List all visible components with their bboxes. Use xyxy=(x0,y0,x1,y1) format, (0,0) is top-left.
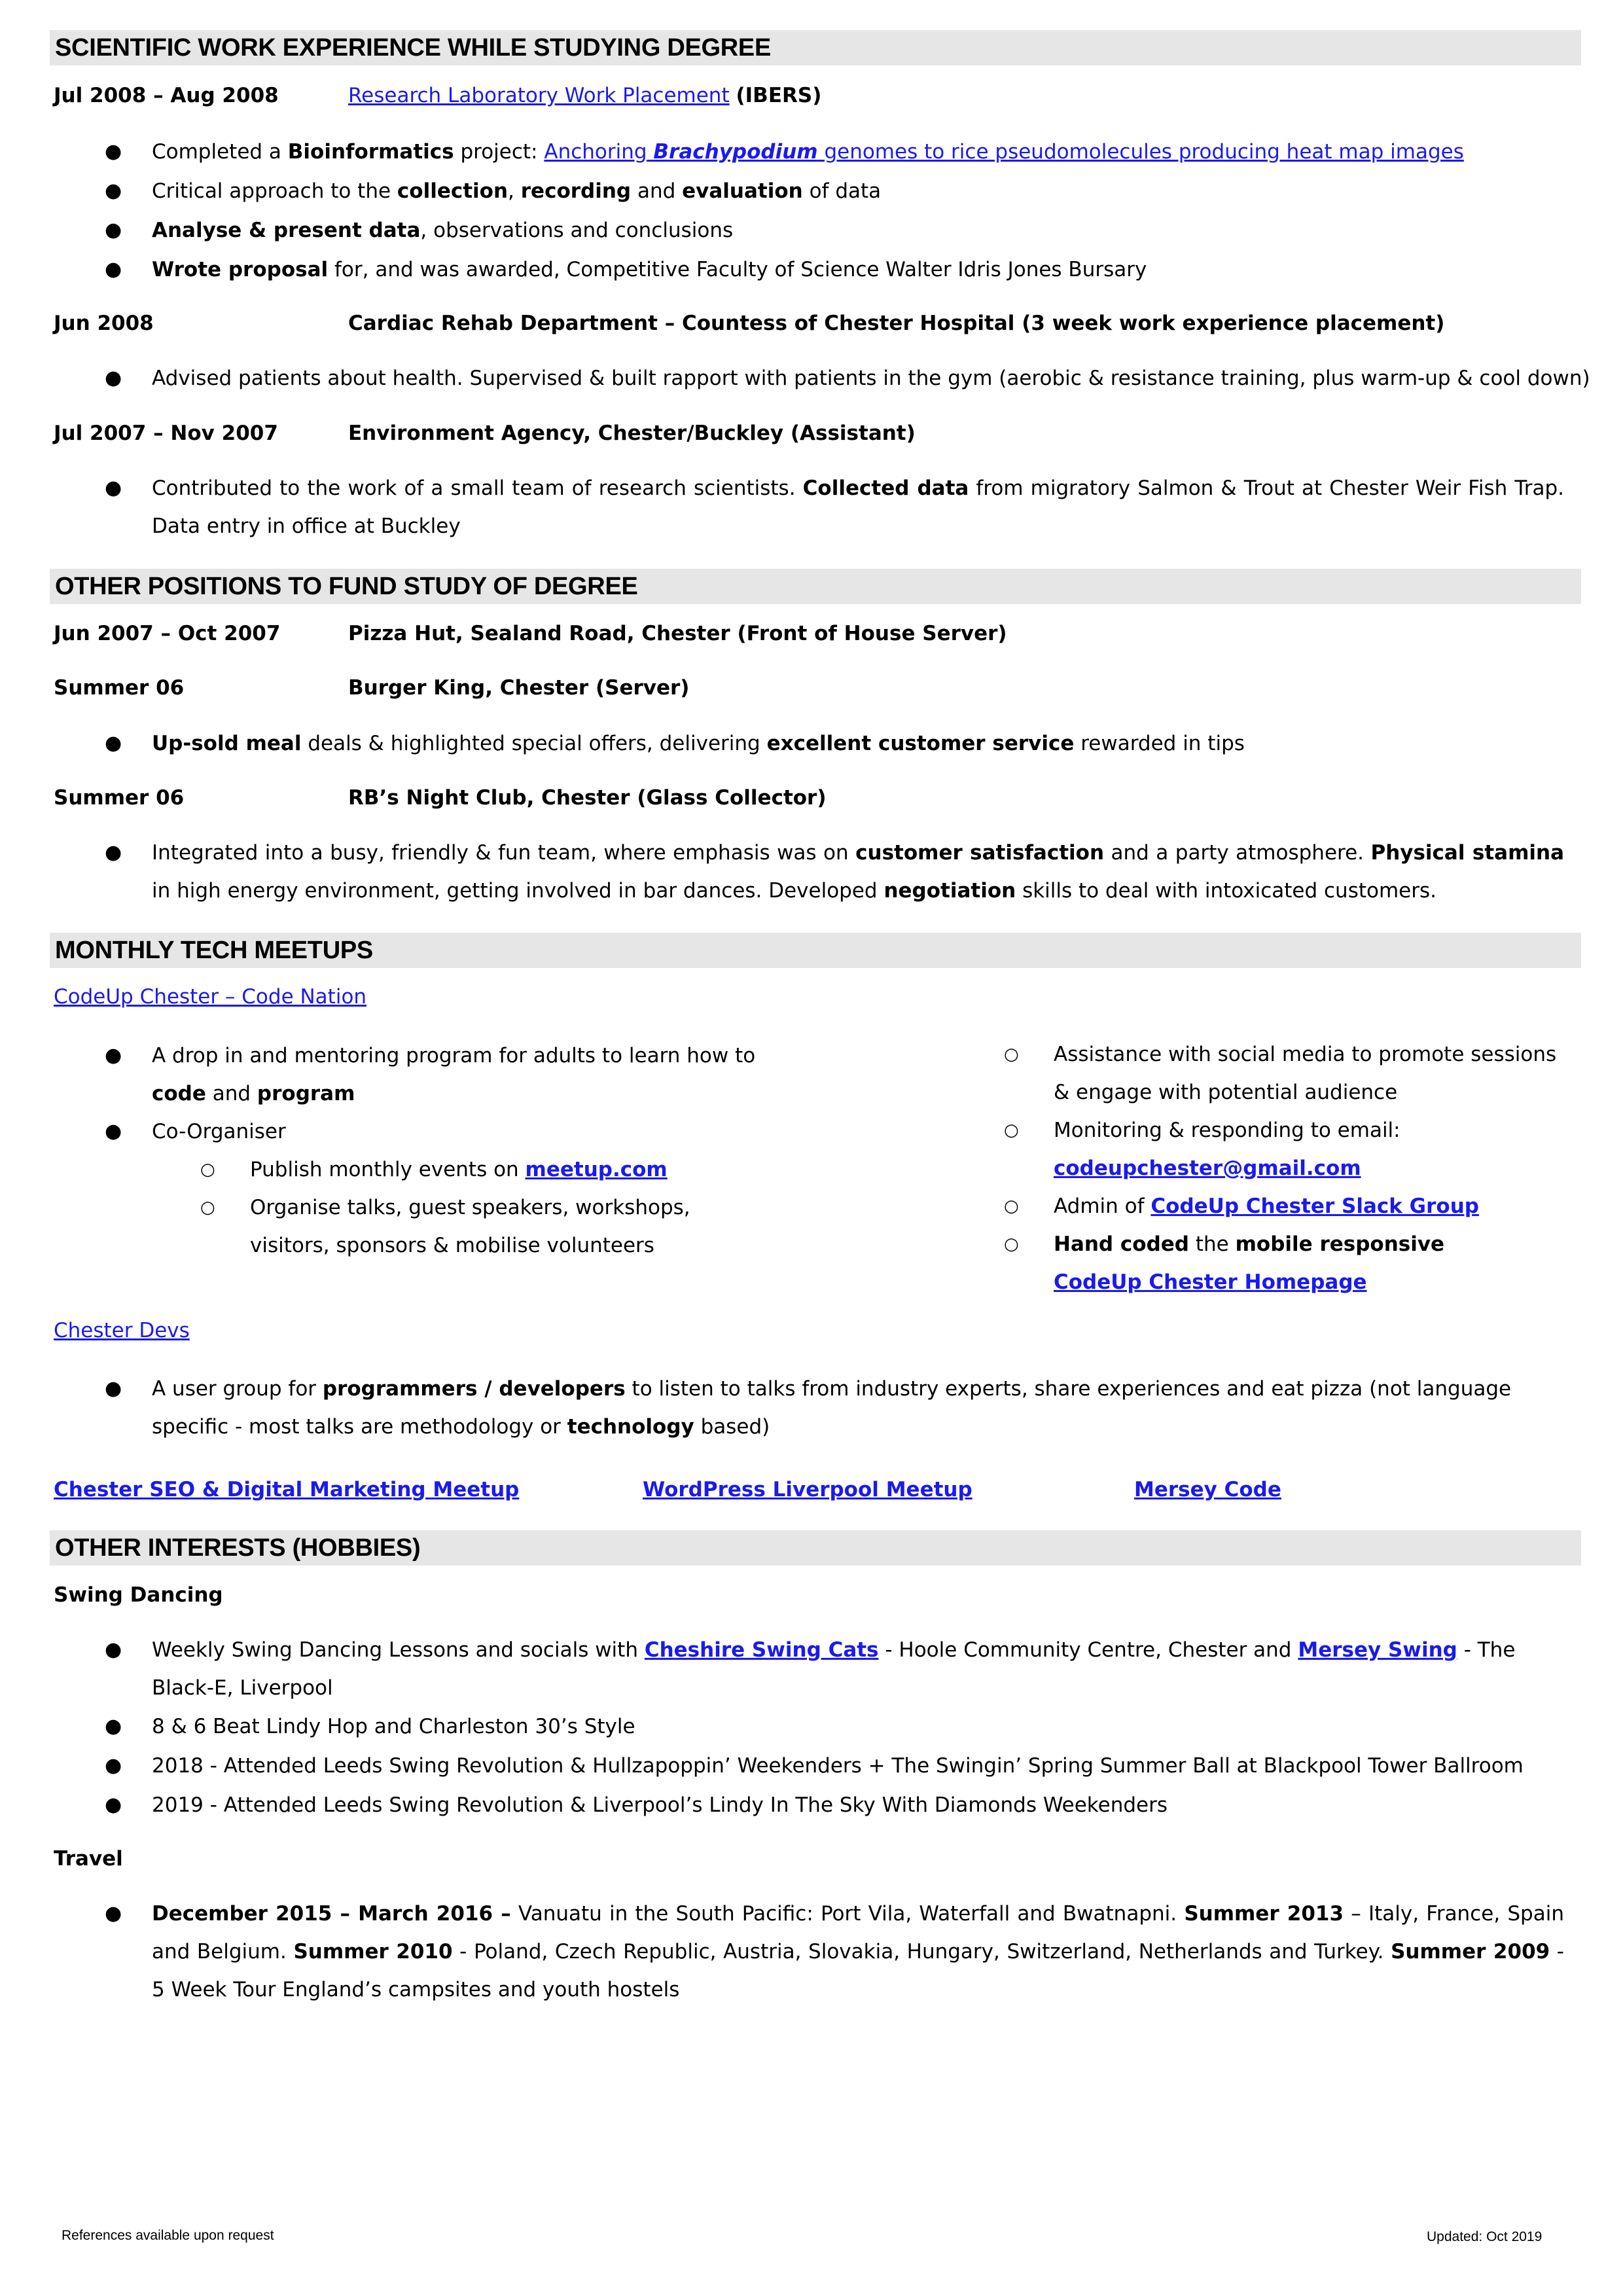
bullet-dot-icon: ● xyxy=(105,476,122,499)
chester-devs-link[interactable]: Chester Devs xyxy=(54,1319,190,1342)
job-title xyxy=(348,82,821,109)
bullet-dot-icon: ● xyxy=(105,179,122,202)
subsection-heading-travel: Travel xyxy=(54,1847,123,1871)
seo-meetup-link[interactable]: Chester SEO & Digital Marketing Meetup xyxy=(54,1478,520,1501)
job-title: Environment Agency, Chester/Buckley (Assistant) xyxy=(348,422,916,445)
cheshire-swing-cats-link[interactable]: Cheshire Swing Cats xyxy=(644,1638,879,1662)
list-item: ● A user group for programmers / developers to listen to talks from industry experts, share experiences and eat pizza (not language specific - most talks are methodology or technology based) xyxy=(152,1370,1533,1446)
section-header-interests xyxy=(50,1530,1581,1566)
section-header-meetups xyxy=(50,933,1581,968)
job-date: Jul 2007 – Nov 2007 xyxy=(54,422,278,445)
list-item: ● Co-Organiser xyxy=(152,1113,286,1151)
list-item: ● Weekly Swing Dancing Lessons and socials with Cheshire Swing Cats - Hoole Community Centre, Chester and Mersey Swing - The Black-E, Liverpool xyxy=(152,1631,1539,1707)
job-date: Jul 2008 – Aug 2008 xyxy=(54,84,279,107)
list-item: ● Advised patients about health. Supervised & built rapport with patients in the gym (aerobic & resistance training, plus warm-up & cool down) xyxy=(152,359,1590,397)
sub-list-item: ○ Organise talks, guest speakers, workshops, visitors, sponsors & mobilise volunteers xyxy=(250,1189,774,1265)
bullet-dot-icon: ● xyxy=(105,1120,122,1143)
job-title: Cardiac Rehab Department – Countess of Chester Hospital (3 week work experience placement) xyxy=(348,312,1445,335)
codeup-heading xyxy=(54,984,366,1010)
list-item: ● Completed a Bioinformatics project: Anchoring Brachypodium genomes to rice pseudomolecules producing heat map images xyxy=(152,133,1464,171)
section-title: MONTHLY TECH MEETUPS xyxy=(55,937,373,964)
section-header-scientific xyxy=(50,30,1581,65)
bullet-dot-icon: ● xyxy=(105,1044,122,1067)
section-header-other-positions xyxy=(50,569,1581,604)
list-item: ● 2019 - Attended Leeds Swing Revolution & Liverpool’s Lindy In The Sky With Diamonds Weekenders xyxy=(152,1786,1168,1824)
chester-devs-heading xyxy=(54,1318,190,1344)
circle-bullet-icon: ○ xyxy=(1004,1234,1019,1254)
bullet-dot-icon: ● xyxy=(105,367,122,389)
job-title: Pizza Hut, Sealand Road, Chester (Front of House Server) xyxy=(348,622,1007,645)
job-date: Jun 2008 xyxy=(54,312,154,335)
email-link[interactable]: codeupchester@gmail.com xyxy=(1054,1157,1361,1180)
codeup-homepage-link[interactable]: CodeUp Chester Homepage xyxy=(1054,1270,1367,1294)
sub-list-item: ○ Assistance with social media to promote sessions & engage with potential audience xyxy=(1054,1035,1577,1111)
list-item: ● 8 & 6 Beat Lindy Hop and Charleston 30’s Style xyxy=(152,1708,635,1746)
list-item: ● Analyse & present data, observations and conclusions xyxy=(152,211,733,249)
list-item: ● Integrated into a busy, friendly & fun team, where emphasis was on customer satisfaction and a party atmosphere. Physical stamina in high energy environment, getting involved in bar dances. Developed negotiation skills to deal with intoxicated customers. xyxy=(152,834,1564,910)
meetup-link[interactable]: meetup.com xyxy=(525,1158,668,1181)
bullet-dot-icon: ● xyxy=(105,732,122,755)
bullet-dot-icon: ● xyxy=(105,1377,122,1400)
bullet-dot-icon: ● xyxy=(105,140,122,163)
list-item: ● A drop in and mentoring program for adults to learn how to code and program xyxy=(152,1037,767,1113)
circle-bullet-icon: ○ xyxy=(1004,1045,1019,1064)
circle-bullet-icon: ○ xyxy=(200,1160,215,1179)
bullet-dot-icon: ● xyxy=(105,258,122,281)
sub-list-item: ○ Hand coded the mobile responsive CodeUp Chester Homepage xyxy=(1054,1225,1525,1301)
slack-group-link[interactable]: CodeUp Chester Slack Group xyxy=(1150,1194,1479,1218)
list-item: ● Contributed to the work of a small team of research scientists. Collected data from migratory Salmon & Trout at Chester Weir Fish Trap. Data entry in office at Buckley xyxy=(152,469,1564,545)
job-date: Jun 2007 – Oct 2007 xyxy=(54,622,281,645)
list-item: ● Up-sold meal deals & highlighted special offers, delivering excellent customer service rewarded in tips xyxy=(152,725,1245,762)
research-placement-link[interactable]: Research Laboratory Work Placement xyxy=(348,84,730,107)
bullet-dot-icon: ● xyxy=(105,1638,122,1661)
job-title: Burger King, Chester (Server) xyxy=(348,676,690,700)
circle-bullet-icon: ○ xyxy=(200,1198,215,1217)
meetup-link-row xyxy=(1134,1477,1281,1503)
bullet-dot-icon: ● xyxy=(105,1754,122,1777)
section-title: SCIENTIFIC WORK EXPERIENCE WHILE STUDYING DEGREE xyxy=(55,34,772,62)
mersey-swing-link[interactable]: Mersey Swing xyxy=(1298,1638,1457,1662)
mersey-code-link[interactable]: Mersey Code xyxy=(1134,1478,1281,1501)
circle-bullet-icon: ○ xyxy=(1004,1196,1019,1216)
meetup-link-row xyxy=(54,1477,519,1503)
codeup-chester-link[interactable]: CodeUp Chester – Code Nation xyxy=(54,985,367,1009)
job-org: (IBERS) xyxy=(736,84,822,107)
list-item: ● Wrote proposal for, and was awarded, Competitive Faculty of Science Walter Idris Jones Bursary xyxy=(152,251,1147,289)
job-date: Summer 06 xyxy=(54,676,185,700)
bullet-dot-icon: ● xyxy=(105,219,122,242)
footer-references: References available upon request xyxy=(62,2228,274,2243)
sub-list-item: ○ Admin of CodeUp Chester Slack Group xyxy=(1054,1187,1479,1225)
sub-list-item: ○ Monitoring & responding to email: codeupchester@gmail.com xyxy=(1054,1111,1577,1187)
circle-bullet-icon: ○ xyxy=(1004,1121,1019,1140)
bioinformatics-project-link[interactable]: Anchoring Brachypodium genomes to rice pseudomolecules producing heat map images xyxy=(544,140,1464,164)
section-title: OTHER INTERESTS (HOBBIES) xyxy=(55,1534,421,1562)
list-item: ● 2018 - Attended Leeds Swing Revolution & Hullzapoppin’ Weekenders + The Swingin’ Spring Summer Ball at Blackpool Tower Ballroom xyxy=(152,1747,1524,1785)
bullet-dot-icon: ● xyxy=(105,1793,122,1816)
job-date: Summer 06 xyxy=(54,786,185,810)
job-title: RB’s Night Club, Chester (Glass Collector) xyxy=(348,786,827,810)
meetup-link-row xyxy=(643,1477,972,1503)
footer-updated: Updated: Oct 2019 xyxy=(1427,2229,1543,2244)
list-item: ● Critical approach to the collection, recording and evaluation of data xyxy=(152,172,881,210)
wordpress-meetup-link[interactable]: WordPress Liverpool Meetup xyxy=(643,1478,972,1501)
bullet-dot-icon: ● xyxy=(105,1715,122,1738)
list-item: ● December 2015 – March 2016 – Vanuatu in the South Pacific: Port Vila, Waterfall and Bwatnapni. Summer 2013 – Italy, France, Spain and Belgium. Summer 2010 - Poland, Czech Republic, Austria, Slovakia, Hungary, Switzerland, Netherlands and Turkey. Summer 2009 - 5 Week Tour England’s campsites and youth hostels xyxy=(152,1895,1564,2009)
section-title: OTHER POSITIONS TO FUND STUDY OF DEGREE xyxy=(55,573,638,600)
bullet-dot-icon: ● xyxy=(105,1902,122,1925)
bullet-dot-icon: ● xyxy=(105,841,122,864)
subsection-heading-swing: Swing Dancing xyxy=(54,1583,223,1607)
sub-list-item: ○ Publish monthly events on meetup.com xyxy=(250,1151,668,1189)
